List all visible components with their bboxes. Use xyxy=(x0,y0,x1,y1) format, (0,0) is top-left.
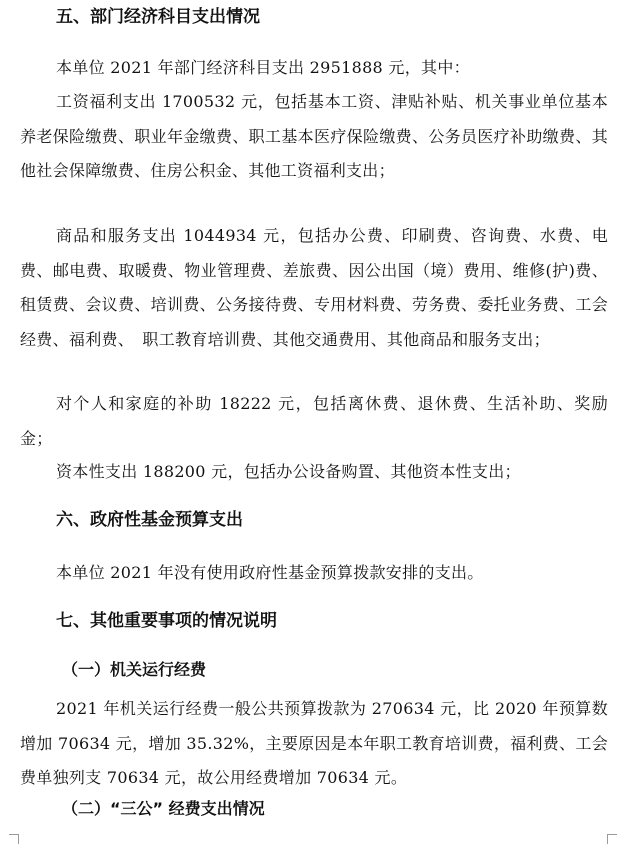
page-corner-mark-right xyxy=(607,834,617,844)
section-7-sub1-heading: （一）机关运行经费 xyxy=(62,660,207,679)
section-5-goods-paragraph: 商品和服务支出 1044934 元，包括办公费、印刷费、咨询费、水费、电费、邮电费、取暖费、物业管理费、差旅费、因公出国（境）费用、维修(护)费、租赁费、会议费、培训费、公务接待费、专用材料费、劳务费、委托业务费、工会经费、福利费、 职工教育培训费、其他交通费用、其他商品和服务支出； xyxy=(20,226,608,349)
section-6-body: 本单位 2021 年没有使用政府性基金预算拨款安排的支出。 xyxy=(56,563,484,582)
section-5-heading: 五、部门经济科目支出情况 xyxy=(56,7,260,27)
section-5-subsidy-paragraph: 对个人和家庭的补助 18222 元，包括离休费、退休费、生活补助、奖励金； xyxy=(20,394,608,448)
section-5-capital-paragraph: 资本性支出 188200 元，包括办公设备购置、其他资本性支出； xyxy=(56,462,521,481)
section-5-salary-paragraph: 工资福利支出 1700532 元，包括基本工资、津贴补贴、机关事业单位基本养老保险缴费、职业年金缴费、职工基本医疗保险缴费、公务员医疗补助缴费、其他社会保障缴费、住房公积金、其他工资福利支出； xyxy=(20,92,608,180)
page-corner-mark-left xyxy=(9,834,19,844)
section-7-sub2-heading: （二）“三公” 经费支出情况 xyxy=(62,799,265,818)
section-6-heading: 六、政府性基金预算支出 xyxy=(56,510,243,530)
section-5-intro: 本单位 2021 年部门经济科目支出 2951888 元，其中： xyxy=(56,58,470,77)
section-7-sub1-body: 2021 年机关运行经费一般公共预算拨款为 270634 元，比 2020 年预算数增加 70634 元，增加 35.32%，主要原因是本年职工教育培训费，福利费、工会费单独列支 70634 元，故公用经费增加 70634 元。 xyxy=(20,699,608,787)
section-7-heading: 七、其他重要事项的情况说明 xyxy=(56,611,277,631)
